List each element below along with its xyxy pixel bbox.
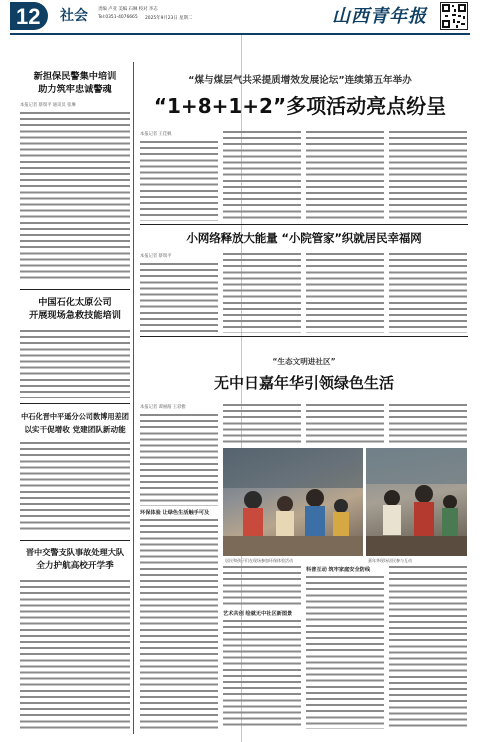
editors-line: 责编 卢亚 美编 石琳 校对 李志	[98, 7, 158, 12]
left-article-1-body	[20, 112, 130, 282]
left-article-1-title-line-2: 助力筑牢忠诚警魂	[38, 84, 112, 95]
main-1-kicker: “煤与煤层气共采提质增效发展论坛”连续第五年举办	[188, 75, 412, 86]
main-1-body-col-3	[306, 131, 384, 221]
left-article-3-title-line-2: 以实干促增收 党建团队新动能	[24, 425, 126, 434]
left-article-1-byline: 本报记者 蔡瑞平 通讯员 张琳	[20, 103, 76, 108]
main-3-body-col-2	[223, 404, 301, 446]
left-article-3-title-line-1: 中石化晋中平遥分公司数博用差团	[21, 412, 129, 421]
main-2-body-col-2	[223, 253, 301, 333]
photo-caption-2: 嘉年华现场居民参与互动	[368, 558, 412, 563]
left-article-2-title-line-2: 开展现场急救技能培训	[29, 310, 121, 321]
left-column-divider	[133, 62, 134, 734]
left-article-2-title-line-1: 中国石化太原公司	[38, 297, 112, 308]
main-rule-1	[140, 224, 468, 225]
main-3-body-col-3b	[306, 576, 384, 729]
date-line: 2025年9月23日 星期二	[145, 16, 193, 21]
event-photo-2	[366, 448, 467, 556]
tel-line: Tel:0351-4076665	[98, 15, 138, 20]
event-photo-1	[223, 448, 363, 556]
main-3-body-col-1	[140, 414, 218, 506]
main-1-body-col-4	[389, 131, 467, 221]
main-2-byline: 本报记者 蔡瑞平	[140, 254, 172, 259]
left-rule-1	[20, 289, 130, 290]
main-3-body-col-2c	[223, 620, 301, 729]
main-rule-2	[140, 336, 468, 337]
left-article-2-body	[20, 330, 130, 398]
main-3-subhead-3: 艺术共创 绘就无中社区新图景	[223, 611, 293, 617]
main-2-body-col-1	[140, 263, 218, 333]
left-article-4-title-line-2: 全力护航高校开学季	[36, 561, 114, 571]
main-3-subhead-1: 环保体验 让绿色生活触手可及	[140, 510, 210, 516]
left-article-4-body	[20, 580, 130, 730]
main-3-body-col-4b	[389, 566, 467, 729]
main-2-headline: 小网络释放大能量 “小院管家”织就居民幸福网	[186, 231, 422, 245]
left-article-4-title-line-1: 晋中交警支队事故处理大队	[25, 547, 125, 557]
page-number: 12	[16, 4, 41, 29]
left-rule-2	[20, 403, 130, 404]
main-3-body-col-3	[306, 404, 384, 446]
main-1-body-col-1	[140, 141, 218, 221]
main-3-kicker: “生态文明进社区”	[272, 357, 336, 366]
page-number-badge	[10, 2, 48, 30]
qr-code-icon	[440, 2, 468, 30]
main-3-body-col-2b	[223, 566, 301, 606]
main-3-body-col-1b	[140, 519, 218, 729]
text-block	[20, 112, 130, 282]
masthead-logo: 山西青年报	[332, 6, 427, 27]
main-3-byline: 本报记者 谭丽湄 王彩雅	[140, 405, 186, 410]
main-2-body-col-4	[389, 253, 467, 333]
main-3-body-col-4	[389, 404, 467, 446]
main-1-headline: “1+8+1+2”多项活动亮点纷呈	[153, 94, 447, 118]
main-1-body-col-2	[223, 131, 301, 221]
header-rule	[10, 33, 470, 35]
main-2-body-col-3	[306, 253, 384, 333]
left-article-1-title-line-1: 新担保民警集中培训	[33, 71, 117, 82]
main-3-subhead-2: 科普互动 筑牢家庭安全防线	[306, 567, 371, 573]
photo-caption-1: 居民和孩子们在现场参加环保体验活动	[225, 558, 293, 563]
left-article-3-body	[20, 442, 130, 530]
section-name: 社会	[60, 8, 88, 24]
main-3-headline: 无中日嘉年华引领绿色生活	[213, 374, 394, 392]
left-rule-3	[20, 540, 130, 541]
main-1-byline: 本报记者 王佳枫	[140, 132, 172, 137]
